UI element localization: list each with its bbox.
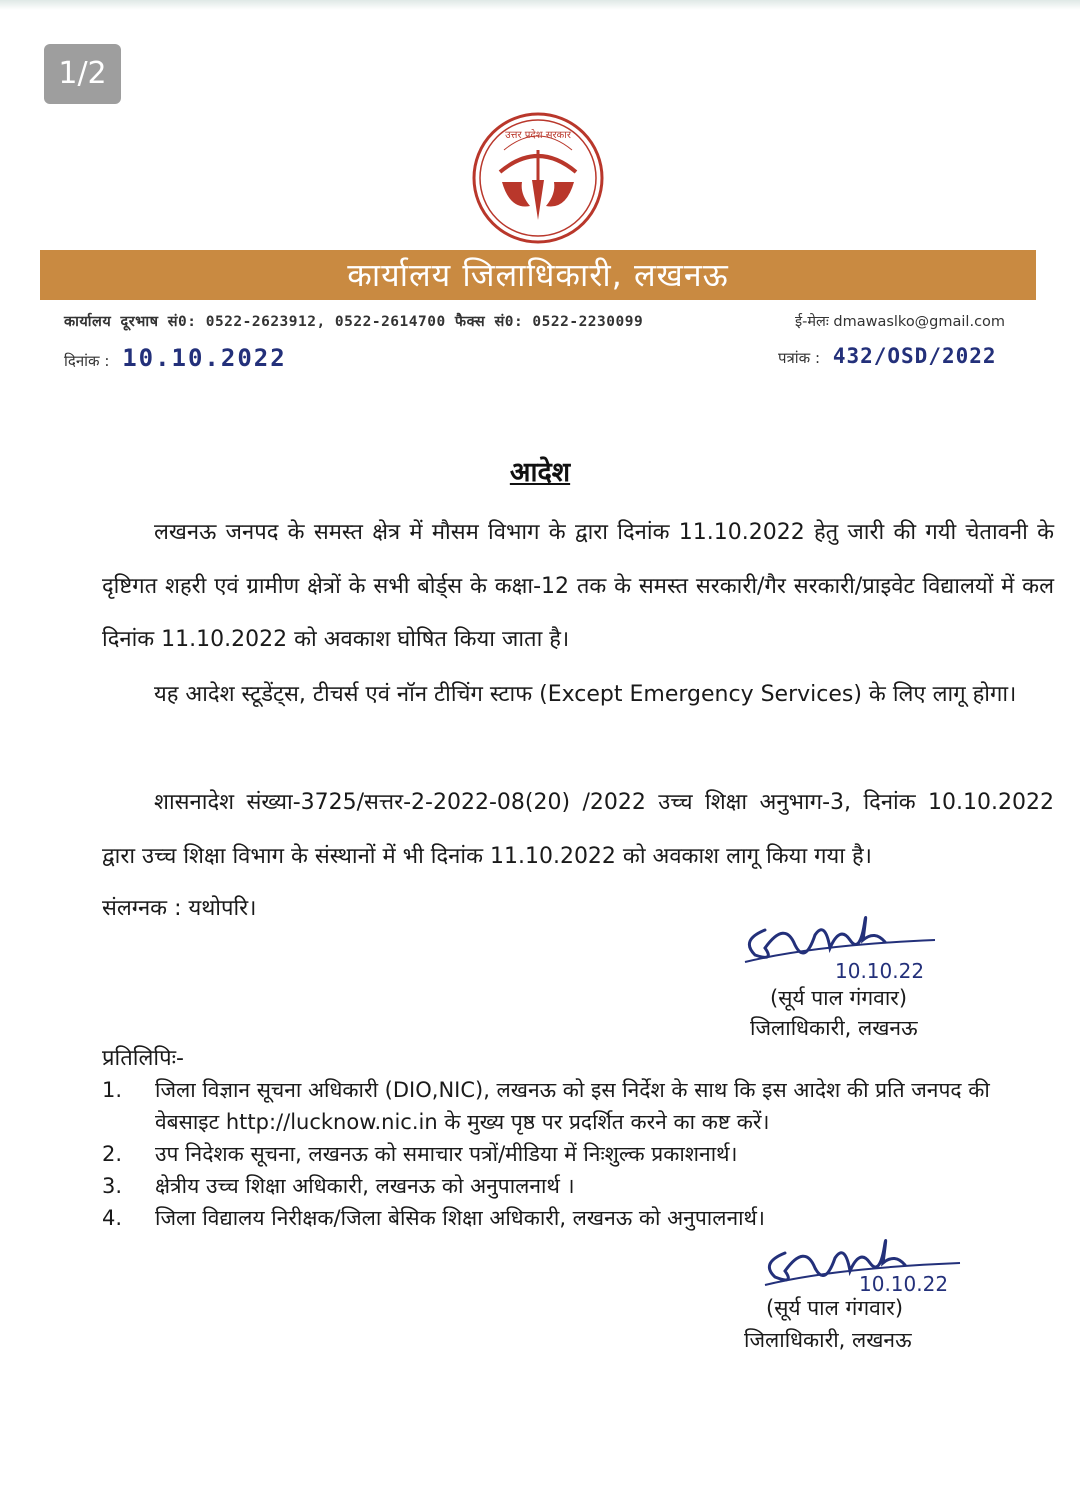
up-government-emblem-icon — [470, 110, 606, 246]
order-paragraph-3: शासनादेश संख्या-3725/सत्तर-2-2022-08(20) /2022 उच्च शिक्षा अनुभाग-3, दिनांक 10.10.2022 द्वारा उच्च शिक्षा विभाग के संस्थानों में भी दिनांक 11.10.2022 को अवकाश लागू किया गया है। — [102, 790, 1054, 869]
signature-2-date: 10.10.22 — [859, 1272, 949, 1296]
copy-item-text: क्षेत्रीय उच्च शिक्षा अधिकारी, लखनऊ को अनुपालनार्थ । — [155, 1174, 575, 1198]
handwritten-signature-1 — [735, 900, 955, 990]
signatory-designation-2: जिलाधिकारी, लखनऊ — [744, 1328, 912, 1352]
attachment-note: संलग्नक : यथोपरि। — [102, 896, 257, 921]
copy-item-number: 1. — [102, 1078, 123, 1102]
copy-item-number: 2. — [102, 1142, 123, 1166]
copy-item-1 — [102, 1074, 1042, 1138]
copy-item-text: जिला विद्यालय निरीक्षक/जिला बेसिक शिक्षा अधिकारी, लखनऊ को अनुपालनार्थ। — [155, 1206, 765, 1230]
signatory-designation-1: जिलाधिकारी, लखनऊ — [750, 1016, 918, 1040]
signatory-name-1: (सूर्य पाल गंगवार) — [770, 986, 908, 1010]
date-label: दिनांक : — [64, 352, 110, 370]
copies-title: प्रतिलिपिः- — [102, 1046, 184, 1071]
copy-item-3 — [102, 1170, 1042, 1202]
office-title-banner: कार्यालय जिलाधिकारी, लखनऊ — [40, 250, 1036, 300]
order-paragraph-2: यह आदेश स्टूडेंट्स, टीचर्स एवं नॉन टीचिंग स्टाफ (Except Emergency Services) के लिए लागू होगा। — [154, 682, 1017, 707]
copy-item-text: उप निदेशक सूचना, लखनऊ को समाचार पत्रों/मीडिया में निःशुल्क प्रकाशनार्थ। — [155, 1142, 738, 1166]
date-value: 10.10.2022 — [122, 344, 287, 372]
copy-item-number: 4. — [102, 1206, 123, 1230]
office-phone-fax-line: कार्यालय दूरभाष सं0: 0522-2623912, 0522-2614700 फैक्स सं0: 0522-2230099 — [64, 314, 644, 330]
signatory-name-2: (सूर्य पाल गंगवार) — [766, 1296, 904, 1320]
copy-item-2 — [102, 1138, 1042, 1170]
signature-1-date: 10.10.22 — [835, 959, 925, 983]
reference-value: 432/OSD/2022 — [832, 344, 997, 368]
page-counter-badge: 1/2 — [44, 44, 121, 104]
date-field — [64, 344, 287, 372]
order-heading: आदेश — [509, 457, 571, 488]
office-email-line: ई-मेलः dmawaslko@gmail.com — [795, 314, 1006, 330]
order-paragraph-1: लखनऊ जनपद के समस्त क्षेत्र में मौसम विभाग के द्वारा दिनांक 11.10.2022 हेतु जारी की गयी चेतावनी के दृष्टिगत शहरी एवं ग्रामीण क्षेत्रों के सभी बोर्ड्स के कक्षा-12 तक के समस्त सरकारी/गैर सरकारी/प्राइवेट विद्यालयों में कल दिनांक 11.10.2022 को अवकाश घोषित किया जाता है। — [102, 520, 1054, 652]
top-status-strip — [0, 0, 1080, 10]
reference-label: पत्रांक : — [778, 349, 821, 367]
copy-item-text: जिला विज्ञान सूचना अधिकारी (DIO,NIC), लखनऊ को इस निर्देश के साथ कि इस आदेश की प्रति जनपद की वेबसाइट http://lucknow.nic.in के मुख्य पृष्ठ पर प्रदर्शित करने का कष्ट करें। — [155, 1078, 990, 1134]
svg-text:उत्तर प्रदेश सरकार: उत्तर प्रदेश सरकार — [505, 130, 571, 141]
copy-item-number: 3. — [102, 1174, 123, 1198]
reference-field — [778, 344, 997, 368]
